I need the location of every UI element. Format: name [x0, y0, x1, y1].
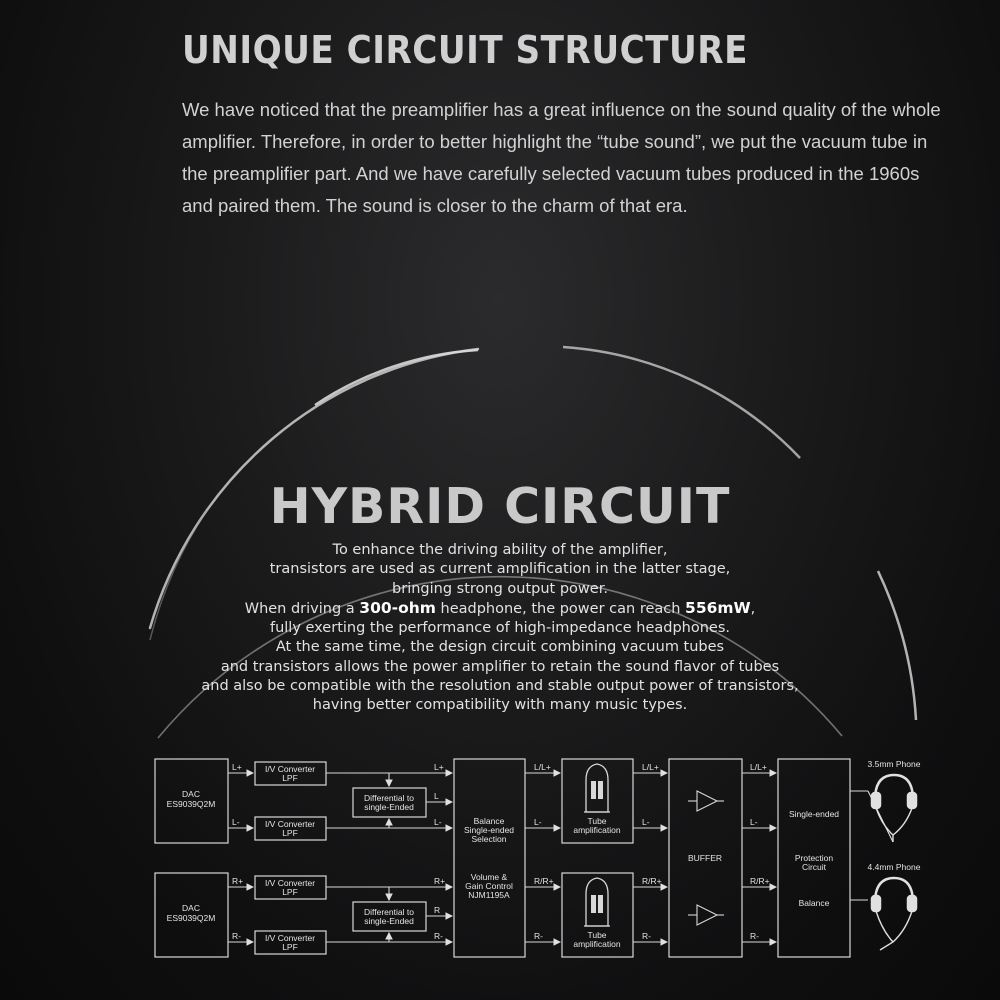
signal-label: L/L+ [642, 762, 659, 772]
tube-label: amplification [573, 939, 621, 949]
signal-label: L- [750, 817, 758, 827]
signal-label: R+ [232, 876, 244, 886]
output-protect-label: Protection [794, 853, 834, 863]
signal-label: R/R+ [642, 876, 662, 886]
phone-44-label: 4.4mm Phone [867, 862, 921, 872]
output-single-label: Single-ended [788, 809, 840, 819]
iv-sub: LPF [282, 773, 298, 783]
iv-sub: LPF [282, 887, 298, 897]
signal-label: L/L+ [750, 762, 767, 772]
dac-label: DAC [182, 903, 200, 913]
balance-label: Selection [471, 834, 507, 844]
desc-line: At the same time, the design circuit combining vacuum tubes [275, 639, 725, 656]
volume-label: Volume & [470, 872, 508, 882]
vacuum-tube-icon [584, 764, 610, 812]
volume-label: Gain Control [465, 881, 513, 891]
signal-label: R- [232, 931, 241, 941]
signal-label: L/L+ [534, 762, 551, 772]
signal-label: L+ [232, 762, 242, 772]
signal-label: R/R+ [534, 876, 554, 886]
tube-label: Tube [587, 930, 607, 940]
section-title: UNIQUE CIRCUIT STRUCTURE [182, 28, 748, 72]
iv-sub: LPF [282, 828, 298, 838]
power-value: 556mW [685, 598, 751, 617]
signal-label: R/R+ [750, 876, 770, 886]
phone-35-label: 3.5mm Phone [867, 759, 921, 769]
signal-label: L- [232, 817, 240, 827]
diff-label: Differential to [364, 907, 414, 917]
signal-label: R- [434, 931, 443, 941]
iv-label: I/V Converter [264, 819, 316, 829]
dac-label: DAC [182, 789, 200, 799]
signal-label: R- [534, 931, 543, 941]
buffer-label: BUFFER [688, 853, 722, 863]
tube-label: Tube [587, 816, 607, 826]
desc-line: transistors are used as current amplification in the latter stage, [269, 561, 731, 578]
output-protect-label: Circuit [801, 862, 827, 872]
hybrid-title: HYBRID CIRCUIT [269, 478, 731, 535]
balance-label: Single-ended [463, 825, 515, 835]
headphone-icon [872, 878, 916, 950]
desc-line: fully exerting the performance of high-impedance headphones. [269, 620, 731, 637]
iv-label: I/V Converter [264, 878, 316, 888]
desc-line: having better compatibility with many music types. [312, 697, 688, 714]
iv-label: I/V Converter [264, 764, 316, 774]
tube-label: amplification [573, 825, 621, 835]
desc-line: and also be compatible with the resolution and stable output power of transistors, [201, 678, 799, 695]
balance-volume-box [454, 759, 525, 957]
desc-line: To enhance the driving ability of the amplifier, [332, 542, 668, 558]
diff-label: Differential to [364, 793, 414, 803]
signal-label: L- [642, 817, 650, 827]
vacuum-tube-icon [584, 878, 610, 926]
signal-label: L- [534, 817, 542, 827]
diff-sub: single-Ended [364, 916, 414, 926]
signal-label: R- [642, 931, 651, 941]
volume-chip: NJM1195A [468, 890, 510, 900]
desc-text: When driving a [244, 600, 360, 617]
signal-label: L+ [434, 762, 444, 772]
signal-label: L [434, 791, 439, 801]
iv-sub: LPF [282, 942, 298, 952]
desc-text: headphone, the power can reach [435, 600, 686, 617]
balance-label: Balance [473, 816, 505, 826]
diff-sub: single-Ended [364, 802, 414, 812]
desc-line: bringing strong output power. [392, 580, 608, 597]
headphone-icon [868, 775, 916, 842]
desc-text: , [750, 600, 756, 617]
intro-paragraph: We have noticed that the preamplifier has a great influence on the sound quality of the whole amplifier. Therefore, in order to better highlight the “tube sound”, we put the vacuum tube in the preamplifier part. And we have carefully selected vacuum tubes produced in the 1960s and paired them. The sound is closer to the charm of that era. [182, 99, 941, 216]
iv-label: I/V Converter [264, 933, 316, 943]
output-balance-label: Balance [798, 898, 830, 908]
impedance-value: 300-ohm [359, 598, 436, 617]
signal-label: R [434, 905, 441, 915]
dac-chip: ES9039Q2M [166, 799, 216, 809]
signal-label: R+ [434, 876, 446, 886]
desc-line: and transistors allows the power amplifier to retain the sound flavor of tubes [220, 658, 780, 675]
signal-label: R- [750, 931, 759, 941]
signal-label: L- [434, 817, 442, 827]
dac-chip: ES9039Q2M [166, 913, 216, 923]
